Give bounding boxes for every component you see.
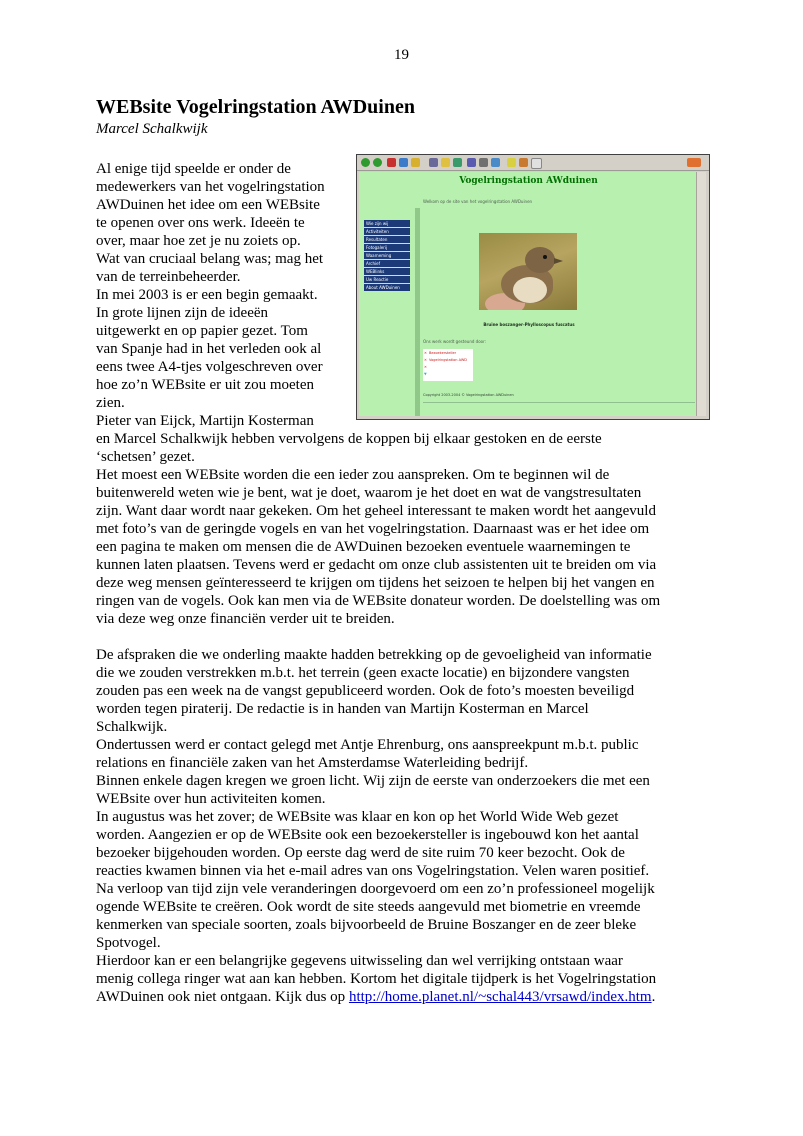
body-line: Spotvogel. <box>96 935 161 951</box>
body-text: AWDuinen ook niet ontgaan. Kijk dus op <box>96 989 349 1005</box>
column-divider <box>415 208 420 416</box>
body-line: via deze weg onze financiën verder uit te breiden. <box>96 611 395 627</box>
body-line: over, maar hoe zet je nu zoiets op. <box>96 233 301 249</box>
browser-toolbar <box>357 155 709 171</box>
body-line: In mei 2003 is er een begin gemaakt. <box>96 287 318 303</box>
body-line: kunnen laten plaatsen. Tevens werd er gedacht om onze club assistenten uit te breiden om via <box>96 557 657 573</box>
nav-item[interactable]: Uw Reactie <box>364 276 410 283</box>
body-line: buitenwereld weten wie je bent, wat je doet, waarom je het doet en wat de vangstresultaten <box>96 485 642 501</box>
body-line: van de terreinbeheerder. <box>96 269 241 285</box>
body-line: Binnen enkele dagen kregen we groen licht. Wij zijn de eerste van onderzoekers die met een <box>96 773 650 789</box>
body-line: worden tegen piraterij. De redactie is in handen van Martijn Kosterman en Marcel <box>96 701 589 717</box>
body-line: Wat van cruciaal belang was; mag het <box>96 251 324 267</box>
sponsor-row[interactable] <box>424 357 473 363</box>
sponsor-label: Vogelringstation AWD <box>429 358 467 362</box>
bird-belly-shape <box>513 277 547 303</box>
body-line: WEBsite over hun activiteiten komen. <box>96 791 326 807</box>
folder-icon <box>507 158 516 167</box>
vertical-scrollbar[interactable] <box>696 172 706 416</box>
body-line: uitgewerkt en op papier gezet. Tom <box>96 323 308 339</box>
body-line: van Spanje had in het verleden ook al <box>96 341 322 357</box>
bird-beak-shape <box>554 258 563 264</box>
print-icon <box>479 158 488 167</box>
page-icon <box>531 158 542 169</box>
body-line: bezoeker bijgehouden worden. Op eerste dag werd de site ruim 70 keer bezocht. Ook de <box>96 845 625 861</box>
cross-icon: ✕ <box>424 351 427 355</box>
body-line: Na verloop van tijd zijn vele veranderingen doorgevoerd om een zo’n professioneel mogelijk <box>96 881 655 897</box>
body-line: Hierdoor kan er een belangrijke gegevens uitwisseling dan wel verrijking ontstaan waar <box>96 953 623 969</box>
body-line: zijn. Want daar wordt naar gekeken. Om het geheel interessant te maken wordt het aangevuld <box>96 503 656 519</box>
footer-divider <box>423 402 695 403</box>
sponsor-box <box>423 349 473 381</box>
body-line: Het moest een WEBsite worden die een ieder zou aanspreken. Om te beginnen wil de <box>96 467 610 483</box>
body-line: ogende WEBsite te creëren. Ook wordt de site steeds aangevuld met biometrie en vreemde <box>96 899 641 915</box>
sponsor-row[interactable] <box>424 371 473 377</box>
website-copyright: Copyright 2003-2004 © Vogelringstation AWDuinen <box>423 393 514 397</box>
website-link[interactable]: http://home.planet.nl/~schal443/vrsawd/index.htm <box>348 989 652 1005</box>
back-icon <box>361 158 370 167</box>
body-line: ringen van de vogels. Ook kan men via de WEBsite donateur worden. De doelstelling was om <box>96 593 661 609</box>
sponsor-label: Bezoekersteller <box>429 351 457 355</box>
favorites-icon <box>441 158 450 167</box>
body-line: kenmerken van speciale soorten, zoals bijvoorbeeld de Bruine Boszanger en de zeer bleke <box>96 917 637 933</box>
body-line: zouden pas een week na de vangst gepubliceerd worden. Ook de foto’s moesten beveiligd <box>96 683 635 699</box>
body-line: Al enige tijd speelde er onder de <box>96 161 291 177</box>
nav-item[interactable]: Activiteiten <box>364 228 410 235</box>
body-line: Schalkwijk. <box>96 719 168 735</box>
body-line: te openen over ons werk. Ideeën te <box>96 215 305 231</box>
body-text: . <box>651 989 656 1005</box>
bird-photo <box>479 233 577 310</box>
sponsor-row[interactable] <box>424 364 473 370</box>
body-line-with-link <box>96 988 655 1006</box>
arrow-icon: ▼ <box>424 372 427 376</box>
body-line: reacties kwamen binnen via het e-mail adres van ons Vogelringstation. Velen waren positief. <box>96 863 650 879</box>
body-line: In augustus was het zover; de WEBsite was klaar en kon op het World Wide Web gezet <box>96 809 619 825</box>
website-heading: Vogelringstation AWduinen <box>459 176 598 186</box>
stop-icon <box>387 158 396 167</box>
article-title: WEBsite Vogelringstation AWDuinen <box>96 96 415 118</box>
sponsor-row[interactable] <box>424 350 473 356</box>
body-line: Ondertussen werd er contact gelegd met Antje Ehrenburg, ons aanspreekpunt m.b.t. public <box>96 737 639 753</box>
website-nav <box>364 220 410 292</box>
nav-item[interactable]: Fotogalerij <box>364 244 410 251</box>
website-page <box>359 172 705 416</box>
sponsor-note: Ons werk wordt gesteund door: <box>423 339 487 344</box>
windows-logo-icon <box>687 158 701 167</box>
body-line: menig collega ringer wat aan kan hebben. Kortom het digitale tijdperk is het Vogelringstation <box>96 971 657 987</box>
edit-icon <box>491 158 500 167</box>
mail-icon <box>467 158 476 167</box>
body-line: De afspraken die we onderling maakte hadden betrekking op de gevoeligheid van informatie <box>96 647 652 663</box>
nav-item[interactable]: Resultaten <box>364 236 410 243</box>
body-line: relations en financiële zaken van het Amsterdamse Waterleiding bedrijf. <box>96 755 529 771</box>
cross-icon: ✕ <box>424 365 427 369</box>
tools-icon <box>519 158 528 167</box>
bird-eye-shape <box>543 255 547 259</box>
body-line: Pieter van Eijck, Martijn Kosterman <box>96 413 314 429</box>
body-line: en Marcel Schalkwijk hebben vervolgens de koppen bij elkaar gestoken en de eerste <box>96 431 602 447</box>
body-line: deze weg mensen geïnteresseerd te krijgen om tijdens het seizoen te helpen bij het vangen en <box>96 575 655 591</box>
home-icon <box>411 158 420 167</box>
body-line: die we zouden verstrekken m.b.t. het terrein (geen exacte locatie) en bijzondere vangsten <box>96 665 630 681</box>
body-line: met foto’s van de geringde vogels en van het vogelringstation. Daarnaast was er het idee om <box>96 521 650 537</box>
refresh-icon <box>399 158 408 167</box>
body-line: In grote lijnen zijn de ideeën <box>96 305 269 321</box>
nav-item[interactable]: WEBlinks <box>364 268 410 275</box>
nav-item[interactable]: Wie zijn wij <box>364 220 410 227</box>
body-line: ‘schetsen’ gezet. <box>96 449 195 465</box>
body-line: worden. Aangezien er op de WEBsite ook een bezoekersteller is ingebouwd kon het aantal <box>96 827 639 843</box>
bird-head-shape <box>525 247 555 273</box>
body-line: zien. <box>96 395 125 411</box>
body-line: eens twee A4-tjes volgeschreven over <box>96 359 323 375</box>
nav-item[interactable]: Archief <box>364 260 410 267</box>
cross-icon: ✕ <box>424 358 427 362</box>
forward-icon <box>373 158 382 167</box>
nav-item[interactable]: About AWDuinen <box>364 284 410 291</box>
nav-item[interactable]: Waarneming <box>364 252 410 259</box>
page-number: 19 <box>394 47 409 63</box>
body-line: AWDuinen het idee om een WEBsite <box>96 197 320 213</box>
body-line: medewerkers van het vogelringstation <box>96 179 325 195</box>
history-icon <box>453 158 462 167</box>
website-intro: Welkom op de site van het vogelringstation AWDuinen <box>423 199 533 204</box>
search-icon <box>429 158 438 167</box>
photo-caption: Bruine boszanger-Phylloscopus fuscatus <box>483 322 575 327</box>
website-screenshot <box>356 154 710 420</box>
body-line: een pagina te maken om mensen die de AWDuinen bezoeken eventuele waarnemingen te <box>96 539 631 555</box>
article-author: Marcel Schalkwijk <box>96 121 208 137</box>
body-line: hoe zo’n WEBsite er uit zou moeten <box>96 377 314 393</box>
